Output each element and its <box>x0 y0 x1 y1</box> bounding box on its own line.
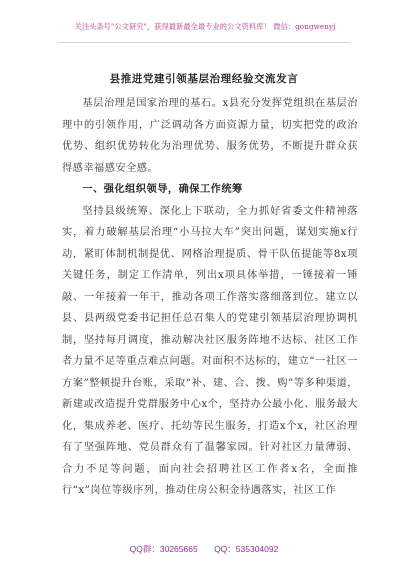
header-banner: 关注头条号"公文研究"，获得最新最全最专业的公文资料库！ 微信：gongwenyj <box>74 22 336 31</box>
footer-qq: QQ：535304092 <box>214 544 279 554</box>
intro-paragraph: 基层治理是国家治理的基石。x县充分发挥党组织在基层治理中的引领作用，广泛调动各方面资源力量，切实把党的政治优势、组织优势转化为治理优势、服务优势，不断提升群众获得感幸福感安全感。 <box>62 98 358 174</box>
footer-contact <box>0 543 408 555</box>
section-1-paragraph: 坚持县级统筹、深化上下联动，全力抓好省委文件精神落实，着力破解基层治理“小马拉大车”突出问题，谋划实施x行动，紧盯体制机制提优、网格治理提质、骨干队伍提能等8x项关键任务，制定工作清单，列出x项具体举措，一锤接着一锤敲、一年接着一年干，推动各项工作落实落细落到位。建立以县、县两级党委书记担任总召集人的党建引领基层治理协调机制，坚持每月调度，推动解决社区服务阵地不达标、社区工作者力量不足等重点难点问题。对面积不达标的，建立“一社区一方案”整顿提升台账，采取“补、建、合、拨、购”等多种渠道，新建或改造提升党群服务中心x个，坚持办公最小化、服务最大化，集成养老、医疗、托幼等民生服务，打造x个x，社区治理有了坚强阵地、党员群众有了温馨家园。针对社区力量薄弱、合力不足等问题，面向社会招聘社区工作者x名，全面推行“x”岗位等级序列，推动住房公积金待遇落实，社区工作 <box>62 205 358 496</box>
document-title: 县推进党建引领基层治理经验交流发言 <box>109 73 299 85</box>
footer-qq-group: QQ群：30265665 <box>129 544 198 554</box>
header-divider <box>58 42 350 43</box>
section-1-heading: 一、强化组织领导，确保工作统筹 <box>82 183 243 195</box>
document-body <box>62 93 358 502</box>
